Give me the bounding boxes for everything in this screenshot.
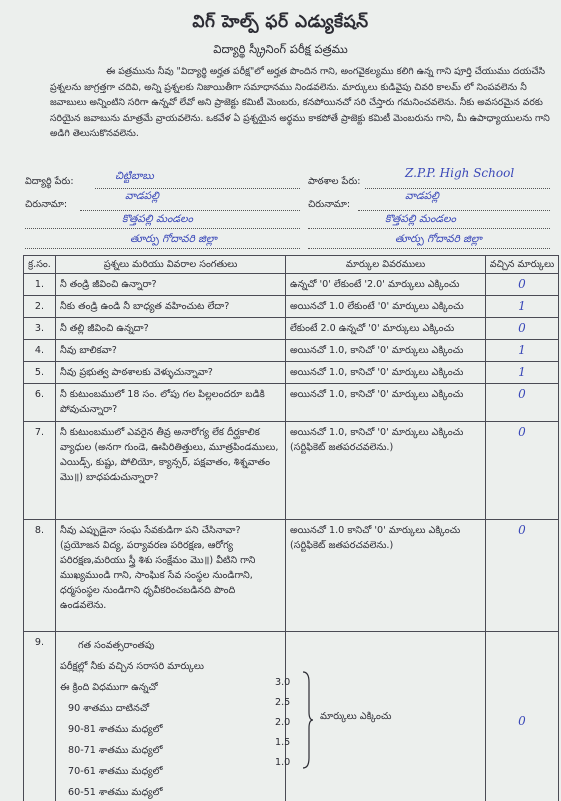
col-header-score: వచ్చిన మార్కులు	[486, 256, 559, 274]
q9-band: 90 శాతము దాటినచో	[68, 703, 150, 714]
row-score: 0	[518, 387, 526, 401]
row-question: నీవు బాలికవా?	[56, 340, 286, 362]
table-header-row	[24, 256, 559, 274]
row-question: నీ కుటుంబములో ఎవరైన తీవ్ర అనారోగ్య లేక దీర్ఘకాలిక వ్యాధుల (అనగా గుండె, ఊపిరితిత్తులు, మూత్రపిండములు, ఎయిడ్స్, కుష్టు, పోలియో, క్యాన్సర్, పక్షవాతం, శిశ్నవాతం మొ॥) బాధపడుచున్నారా?	[56, 422, 286, 520]
address2-value-1[interactable]: వాడపల్లి	[405, 190, 439, 202]
row-number: 1.	[24, 274, 56, 296]
row-score: 1	[518, 365, 526, 379]
row-number: 2.	[24, 296, 56, 318]
row-marks-rule: అయినచో 1.0, కానిచో '0' మార్కులు ఎక్కించు	[286, 340, 486, 362]
row-marks-rule: లేకుంటే 2.0 ఉన్నచో '0' మార్కులు ఎక్కించు	[286, 318, 486, 340]
row-marks-rule: అయినచో 1.0, కానిచో '0' మార్కులు ఎక్కించు	[286, 384, 486, 422]
address-line-3	[25, 248, 300, 249]
address-value-2[interactable]: కొత్తపల్లి మండలం	[122, 213, 193, 225]
table-row	[24, 274, 559, 296]
row-question: నీవు ప్రభుత్వ పాఠశాలకు వెళ్ళుచున్నావా?	[56, 362, 286, 384]
table-row	[24, 318, 559, 340]
row-marks-rule: ఉన్నచో '0' లేకుంటే '2.0' మార్కులు ఎక్కించు	[286, 274, 486, 296]
form-title: విగ్ హెల్ప్ ఫర్ ఎడ్యుకేషన్	[192, 12, 369, 32]
row-score-cell[interactable]	[486, 318, 559, 340]
q9-point: 1.5	[275, 737, 291, 748]
q9-brace	[300, 670, 314, 770]
address2-line-3	[308, 248, 550, 249]
school-name-label: పాఠశాల పేరు:	[308, 176, 361, 187]
row-score-cell[interactable]	[486, 362, 559, 384]
q9-intro	[60, 635, 281, 801]
row-score: 0	[518, 321, 526, 335]
row-question: నీవు ఎప్పుడైనా సంఘ సేవకుడిగా పని చేసినావా? (ప్రయోజన విద్య, పర్యావరణ పరిరక్షణ, ఆరోగ్య పరిరక్షణ,మరియు స్త్రీ శిశు సంక్షేమం మొ॥) వీటిని గాని ముఖ్యముండి గాని, సాంఘిక సేవ సంస్థల నుండిగాని, ధర్మసంస్థల నుండిగాని ధృవీకరించబడినది పొంది ఉండవలెను.	[56, 520, 286, 632]
school-name-line	[365, 188, 550, 189]
address2-line-2	[308, 228, 550, 229]
q9-question	[56, 632, 286, 801]
row-score-cell[interactable]	[486, 632, 559, 801]
table-row-q9	[24, 632, 559, 801]
row-marks-rule: అయినచో 1.0, కానిచో '0' మార్కులు ఎక్కించు	[286, 362, 486, 384]
q9-band: 60-51 శాతము మధ్యలో	[68, 787, 163, 798]
row-score: 0	[518, 714, 526, 728]
q9-point: 3.0	[275, 677, 291, 688]
row-question: నీ తండ్రి జీవించి ఉన్నారా?	[56, 274, 286, 296]
q9-band: 90-81 శాతము మధ్యలో	[68, 724, 163, 735]
row-number: 8.	[24, 520, 56, 632]
q9-intro-line: పరీక్షల్లో నీకు వచ్చిన సరాసరి మార్కులు	[60, 661, 204, 672]
address-value-1[interactable]: వాడపల్లి	[125, 190, 159, 202]
row-score: 0	[518, 523, 526, 537]
row-number: 5.	[24, 362, 56, 384]
q9-point: 2.5	[275, 697, 291, 708]
address2-value-3[interactable]: తూర్పు గోదావరి జిల్లా	[395, 233, 482, 245]
col-header-sno: క్ర.సం.	[24, 256, 56, 274]
row-question: నీకు తండ్రి ఉండి నీ బాధ్యత వహించుట లేదా?	[56, 296, 286, 318]
instructions-paragraph: ఈ పత్రమును నీవు "విద్యార్థి అర్హత పరీక్ష"లో అర్హత పొందిన గాని, అంగవైకల్యము కలిగి ఉన్న గాని పూర్తి చేయుము దయచేసి ప్రశ్నలను జాగ్రత్తగా చదివి, అన్ని ప్రశ్నలకు నిజాయితీగా సమాధానము నిండవలెను. మార్కులు కుడివైపు చివరి కాలమ్ లో నింపవలెను నీ జవాబులు అన్నింటిని సరిగా ఉన్నవో లేవో అని ప్రాజెక్టు కమిటీ మెంబరు, కనపోయినచో సరి చేస్తారు గమనించవలెను. నీకు అవసరమైన వరకు సరియైన జవాబును మాత్రమే వ్రాయవలెను. ఒకవేళ ఏ ప్రశ్నయైన అర్థము కాకపోతే ప్రాజెక్టు కమిటీ మెంబరును గాని, మీ ఉపాధ్యాయులను గాని అడిగి తెలుసుకొనవలెను.	[50, 66, 550, 140]
address-line-1	[80, 210, 300, 211]
row-question: నీ తల్లి జీవించి ఉన్నదా?	[56, 318, 286, 340]
row-number: 4.	[24, 340, 56, 362]
row-marks-rule: అయినచో 1.0 లేకుంటే '0' మార్కులు ఎక్కించు	[286, 296, 486, 318]
q9-point: 2.0	[275, 717, 291, 728]
address-value-3[interactable]: తూర్పు గోదావరి జిల్లా	[130, 233, 217, 245]
row-number: 6.	[24, 384, 56, 422]
table-row	[24, 296, 559, 318]
row-score: 0	[518, 277, 526, 291]
table-row	[24, 362, 559, 384]
row-score: 1	[518, 299, 526, 313]
row-score: 0	[518, 425, 526, 439]
row-score-cell[interactable]	[486, 520, 559, 632]
address2-value-2[interactable]: కొత్తపల్లి మండలం	[385, 213, 456, 225]
form-subtitle: విద్యార్థి స్క్రీనింగ్ పరీక్ష పత్రము	[213, 42, 348, 56]
student-name-value[interactable]: చిట్టిబాబు	[115, 170, 154, 182]
table-row	[24, 384, 559, 422]
row-number: 9.	[24, 632, 56, 801]
screening-table	[23, 255, 559, 801]
address2-label: చిరునామా:	[308, 199, 351, 210]
q9-points	[275, 673, 290, 773]
address-label: చిరునామా:	[25, 199, 68, 210]
row-number: 3.	[24, 318, 56, 340]
row-score-cell[interactable]	[486, 384, 559, 422]
q9-band: 70-61 శాతము మధ్యలో	[68, 766, 163, 777]
school-name-value[interactable]: Z.P.P. High School	[405, 166, 515, 180]
address-line-2	[25, 228, 300, 229]
table-row	[24, 520, 559, 632]
row-number: 7.	[24, 422, 56, 520]
q9-marks-label: మార్కులు ఎక్కించు	[320, 711, 392, 722]
row-score: 1	[518, 343, 526, 357]
q9-intro-line: గత సంవత్సరాంతపు	[78, 640, 155, 651]
row-marks-rule: అయినచో 1.0, కానిచో '0' మార్కులు ఎక్కించు (సర్టిఫికెట్ జతపరచవలెను.)	[286, 422, 486, 520]
table-row	[24, 340, 559, 362]
col-header-question: ప్రశ్నలు మరియు వివరాల సంగతులు	[56, 256, 286, 274]
row-score-cell[interactable]	[486, 296, 559, 318]
row-marks-rule: అయినచో 1.0 కానిచో '0' మార్కులు ఎక్కించు (సర్టిఫికెట్ జతపరచవలెను.)	[286, 520, 486, 632]
address2-line-1	[358, 210, 550, 211]
table-row	[24, 422, 559, 520]
student-name-label: విద్యార్థి పేరు:	[25, 176, 74, 187]
q9-point: 1.0	[275, 757, 291, 768]
student-name-line	[95, 188, 300, 189]
col-header-marks: మార్కుల వివరములు	[286, 256, 486, 274]
row-score-cell[interactable]	[486, 422, 559, 520]
row-question: నీ కుటుంబములో 18 సం. లోపు గల పిల్లలందరూ బడికి పోవుచున్నారా?	[56, 384, 286, 422]
q9-intro-line: ఈ క్రింది విధముగా ఉన్నచో	[60, 682, 158, 693]
row-score-cell[interactable]	[486, 274, 559, 296]
row-score-cell[interactable]	[486, 340, 559, 362]
q9-band: 80-71 శాతము మధ్యలో	[68, 745, 163, 756]
